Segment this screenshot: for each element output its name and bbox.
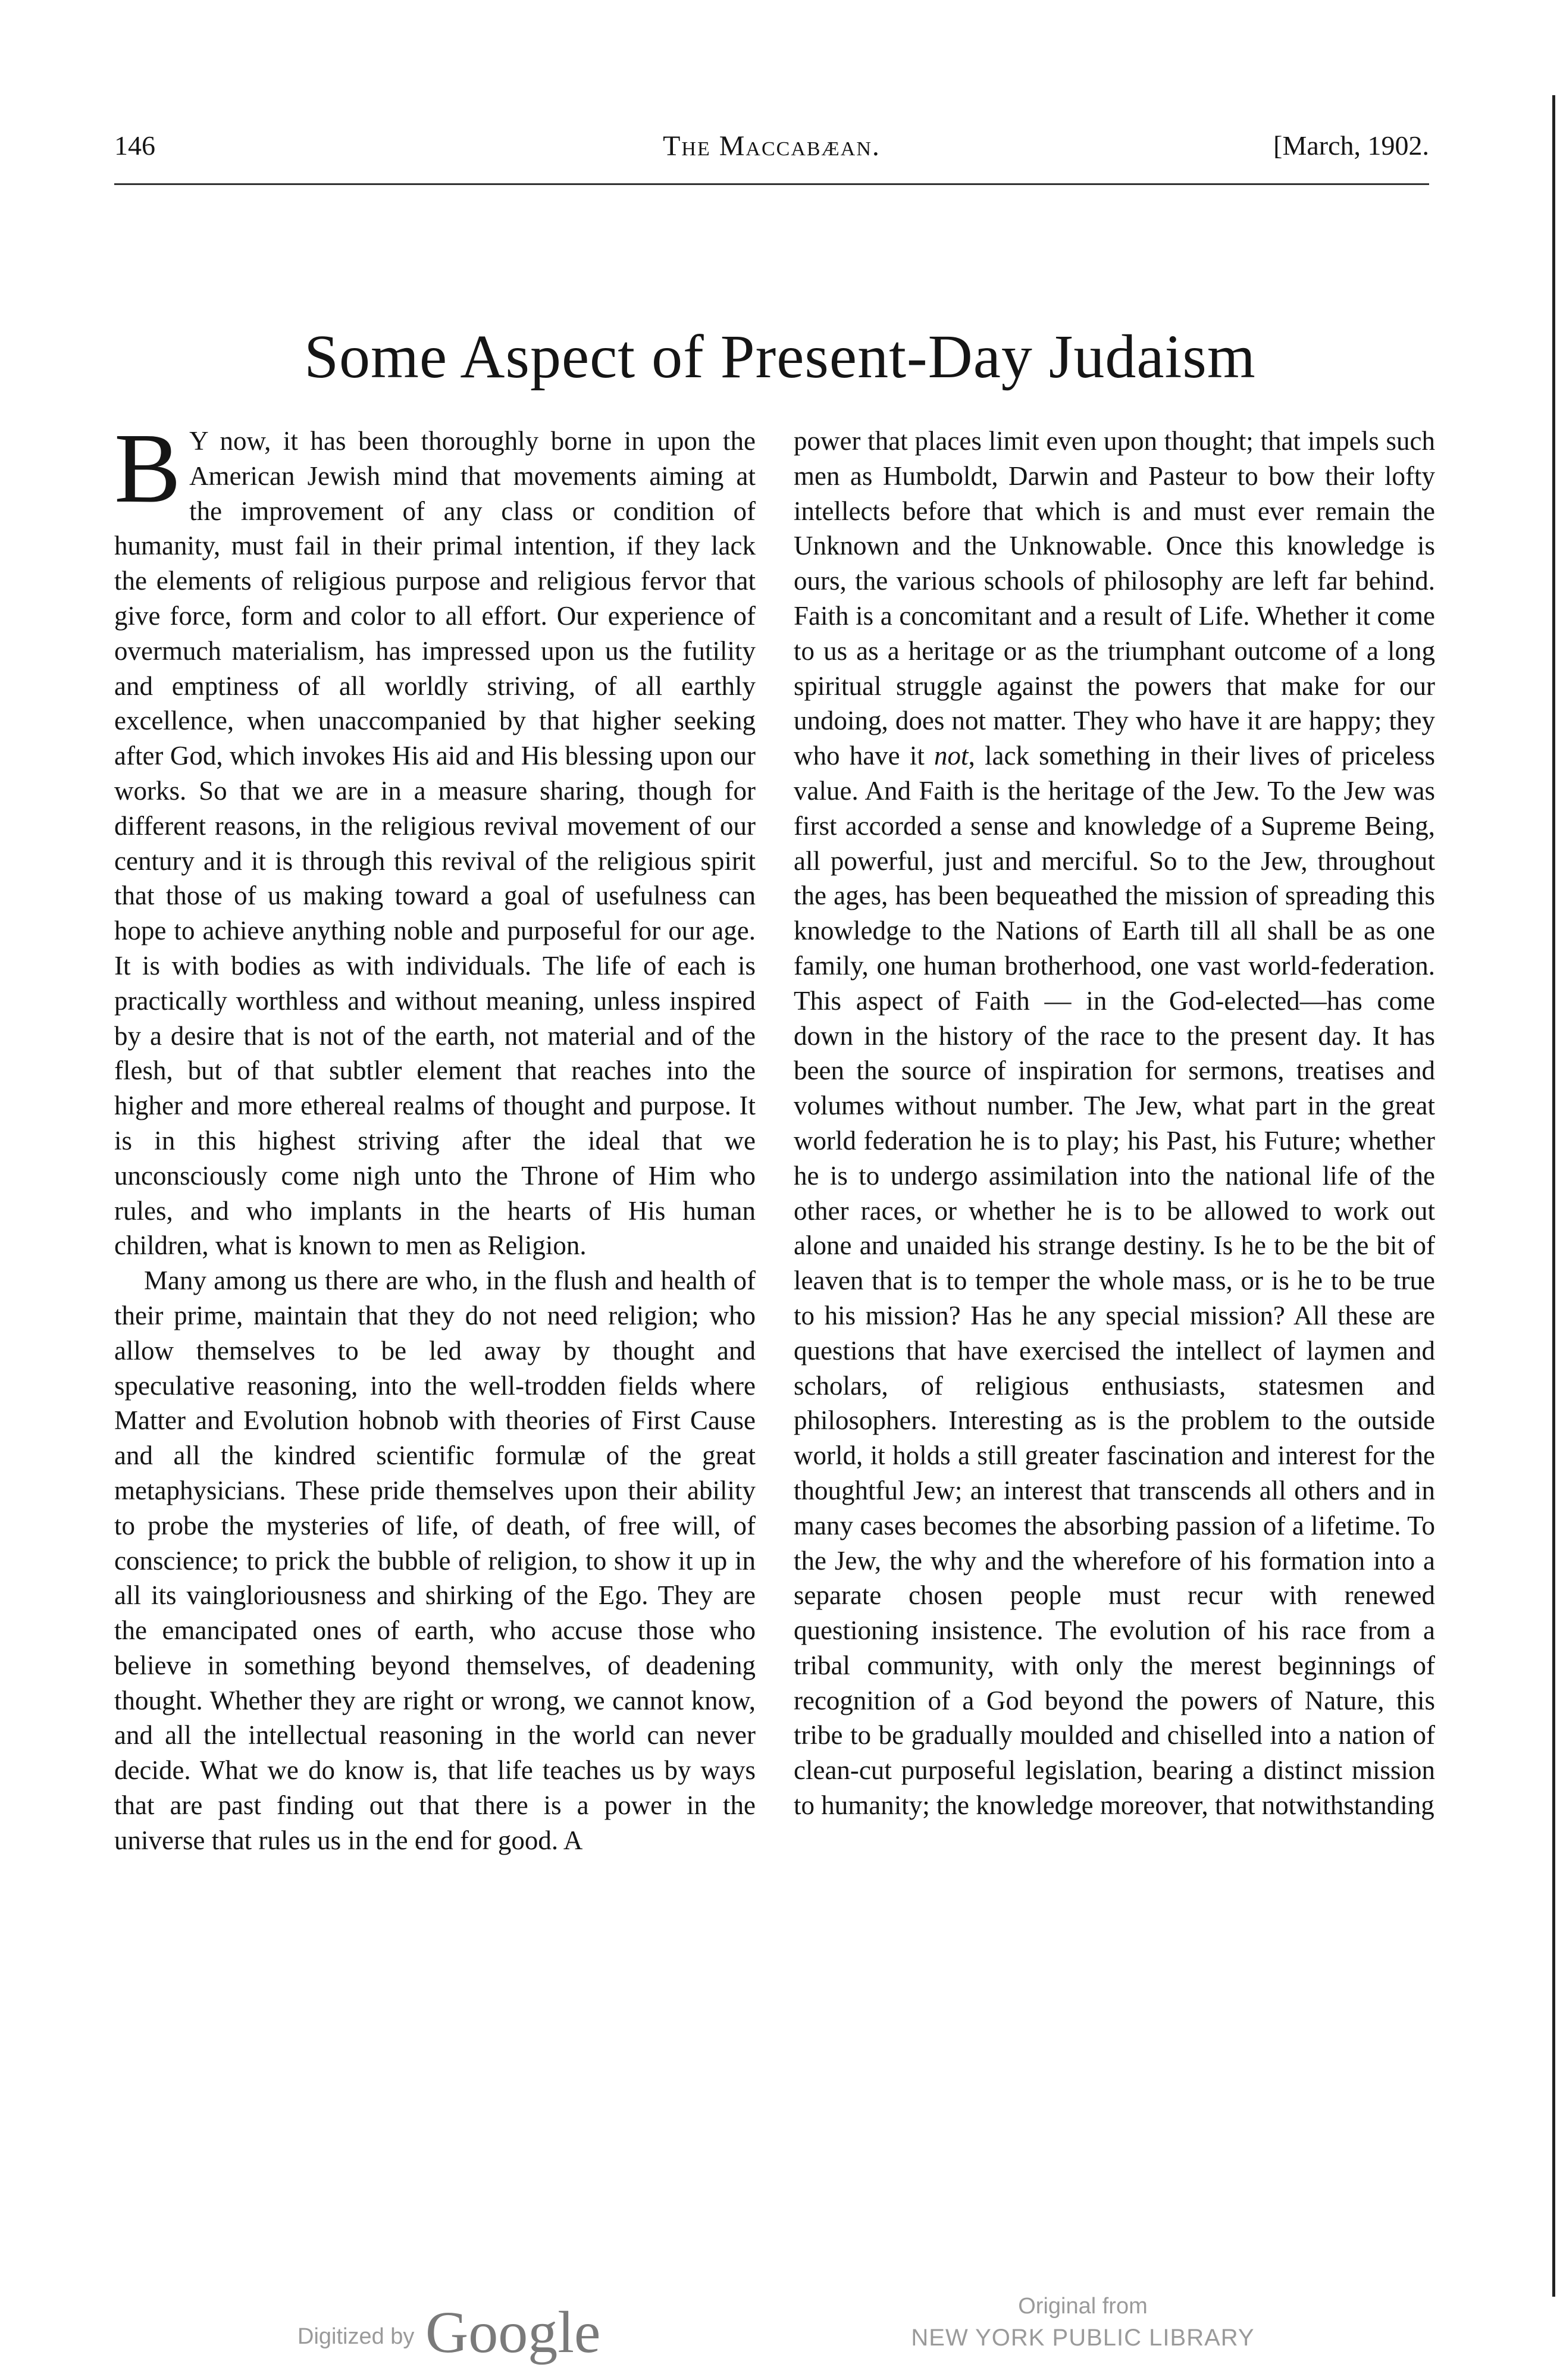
library-name: NEW YORK PUBLIC LIBRARY [911, 2325, 1255, 2351]
paragraph-2: Many among us there are who, in the flush and health of their prime, maintain that they do not need religion; who allow themselves to be led away by thought and speculative reasoning, into the well-trodden fields where Matter and Evolution hobnob with theories of First Cause and all the kindred scientific formulæ of the great metaphysicians. These pride themselves upon their ability to probe the mysteries of life, of death, of free will, of conscience; to prick the bubble of religion, to show it up in all its vaingloriousness and shirking of the Ego. They are the emancipated ones of earth, who accuse those who believe in something beyond themselves, of deadening thought. Whether they are right or wrong, we cannot know, and all the intellectual reasoning in the world can never decide. What we do know is, that life teaches us by ways that are past finding out that there is a power in the universe that rules us in the end for good. A [114, 1266, 756, 1855]
left-column [114, 413, 756, 1858]
source-credit [904, 2291, 1261, 2354]
emphasized-word: not [934, 741, 969, 771]
digitization-credit [297, 2298, 600, 2366]
header-rule [114, 183, 1429, 185]
paragraph-1 [114, 413, 756, 1263]
article-title: Some Aspect of Present-Day Judaism [304, 322, 1256, 391]
original-from-label: Original from [1018, 2294, 1148, 2319]
google-logo: Google [425, 2299, 601, 2365]
paragraph-2-continued [794, 424, 1435, 1823]
paragraph-1-text: Y now, it has been thoroughly borne in upon the American Jewish mind that movements aiming at the improvement of any class or condition of humanity, must fail in their primal intention, if they lack the elements of religious purpose and religious fervor that give force, form and color to all effort. Our experience of overmuch materialism, has impressed upon us the futility and emptiness of all worldly striving, of all earthly excellence, when unaccompanied by that higher seeking after God, which invokes His aid and His blessing upon our works. So that we are in a measure sharing, though for different reasons, in the religious revival movement of our century and it is through this revival of the religious spirit that those of us making toward a goal of usefulness can hope to achieve anything noble and purposeful for our age. It is with bodies as with individuals. The life of each is practically worthless and without meaning, unless inspired by a desire that is not of the earth, not material and of the flesh, but of that subtler element that reaches into the higher and more ethereal realms of thought and purpose. It is in this highest striving after the ideal that we unconsciously come nigh unto the Throne of Him who rules, and who implants in the hearts of His human children, what is known to men as Religion. [114, 426, 756, 1261]
right-column [794, 424, 1435, 1823]
issue-date: [March, 1902. [1273, 130, 1429, 161]
journal-title: The Maccabæan. [663, 130, 881, 162]
page-number: 146 [114, 130, 155, 161]
scan-edge [1552, 95, 1555, 2297]
drop-cap: B [114, 413, 181, 524]
digitized-by-label: Digitized by [297, 2324, 415, 2349]
running-header [114, 130, 1429, 171]
paragraph-text-part2: , lack something in their lives of priceless value. And Faith is the heritage of the Jew. To the Jew was first accorded a sense and knowledge of a Supreme Being, all powerful, just and merciful. So to the Jew, throughout the ages, has been bequeathed the mission of spreading this knowledge to the Nations of Earth till all shall be as one family, one human brotherhood, one vast world-federation. This aspect of Faith — in the God-elected—has come down in the history of the race to the present day. It has been the source of inspiration for sermons, treatises and volumes without number. The Jew, what part in the great world federation he is to play; his Past, his Future; whether he is to undergo assimilation into the national life of the other races, or whether he is to be allowed to work out alone and unaided his strange destiny. Is he to be the bit of leaven that is to temper the whole mass, or is he to be true to his mission? Has he any special mission? All these are questions that have exercised the intellect of laymen and scholars, of religious enthusiasts, statesmen and philosophers. Interesting as is the problem to the outside world, it holds a still greater fascination and interest for the thoughtful Jew; an interest that transcends all others and in many cases becomes the absorbing passion of a lifetime. To the Jew, the why and the wherefore of his formation into a separate chosen people must recur with renewed questioning insistence. The evolution of his race from a tribal community, with only the merest beginnings of recognition of a God beyond the powers of Nature, this tribe to be gradually moulded and chiselled into a nation of clean-cut purposeful legislation, bearing a distinct mission to humanity; the knowledge moreover, that notwithstanding [794, 741, 1435, 1821]
paragraph-text-part1: power that places limit even upon thought; that impels such men as Humboldt, Darwin and Pasteur to bow their lofty intellects before that which is and must ever remain the Unknown and the Unknowable. Once this knowledge is ours, the various schools of philosophy are left far behind. Faith is a concomitant and a result of Life. Whether it come to us as a heritage or as the triumphant outcome of a long spiritual struggle against the powers that make for our undoing, does not matter. They who have it are happy; they who have it [794, 426, 1435, 771]
